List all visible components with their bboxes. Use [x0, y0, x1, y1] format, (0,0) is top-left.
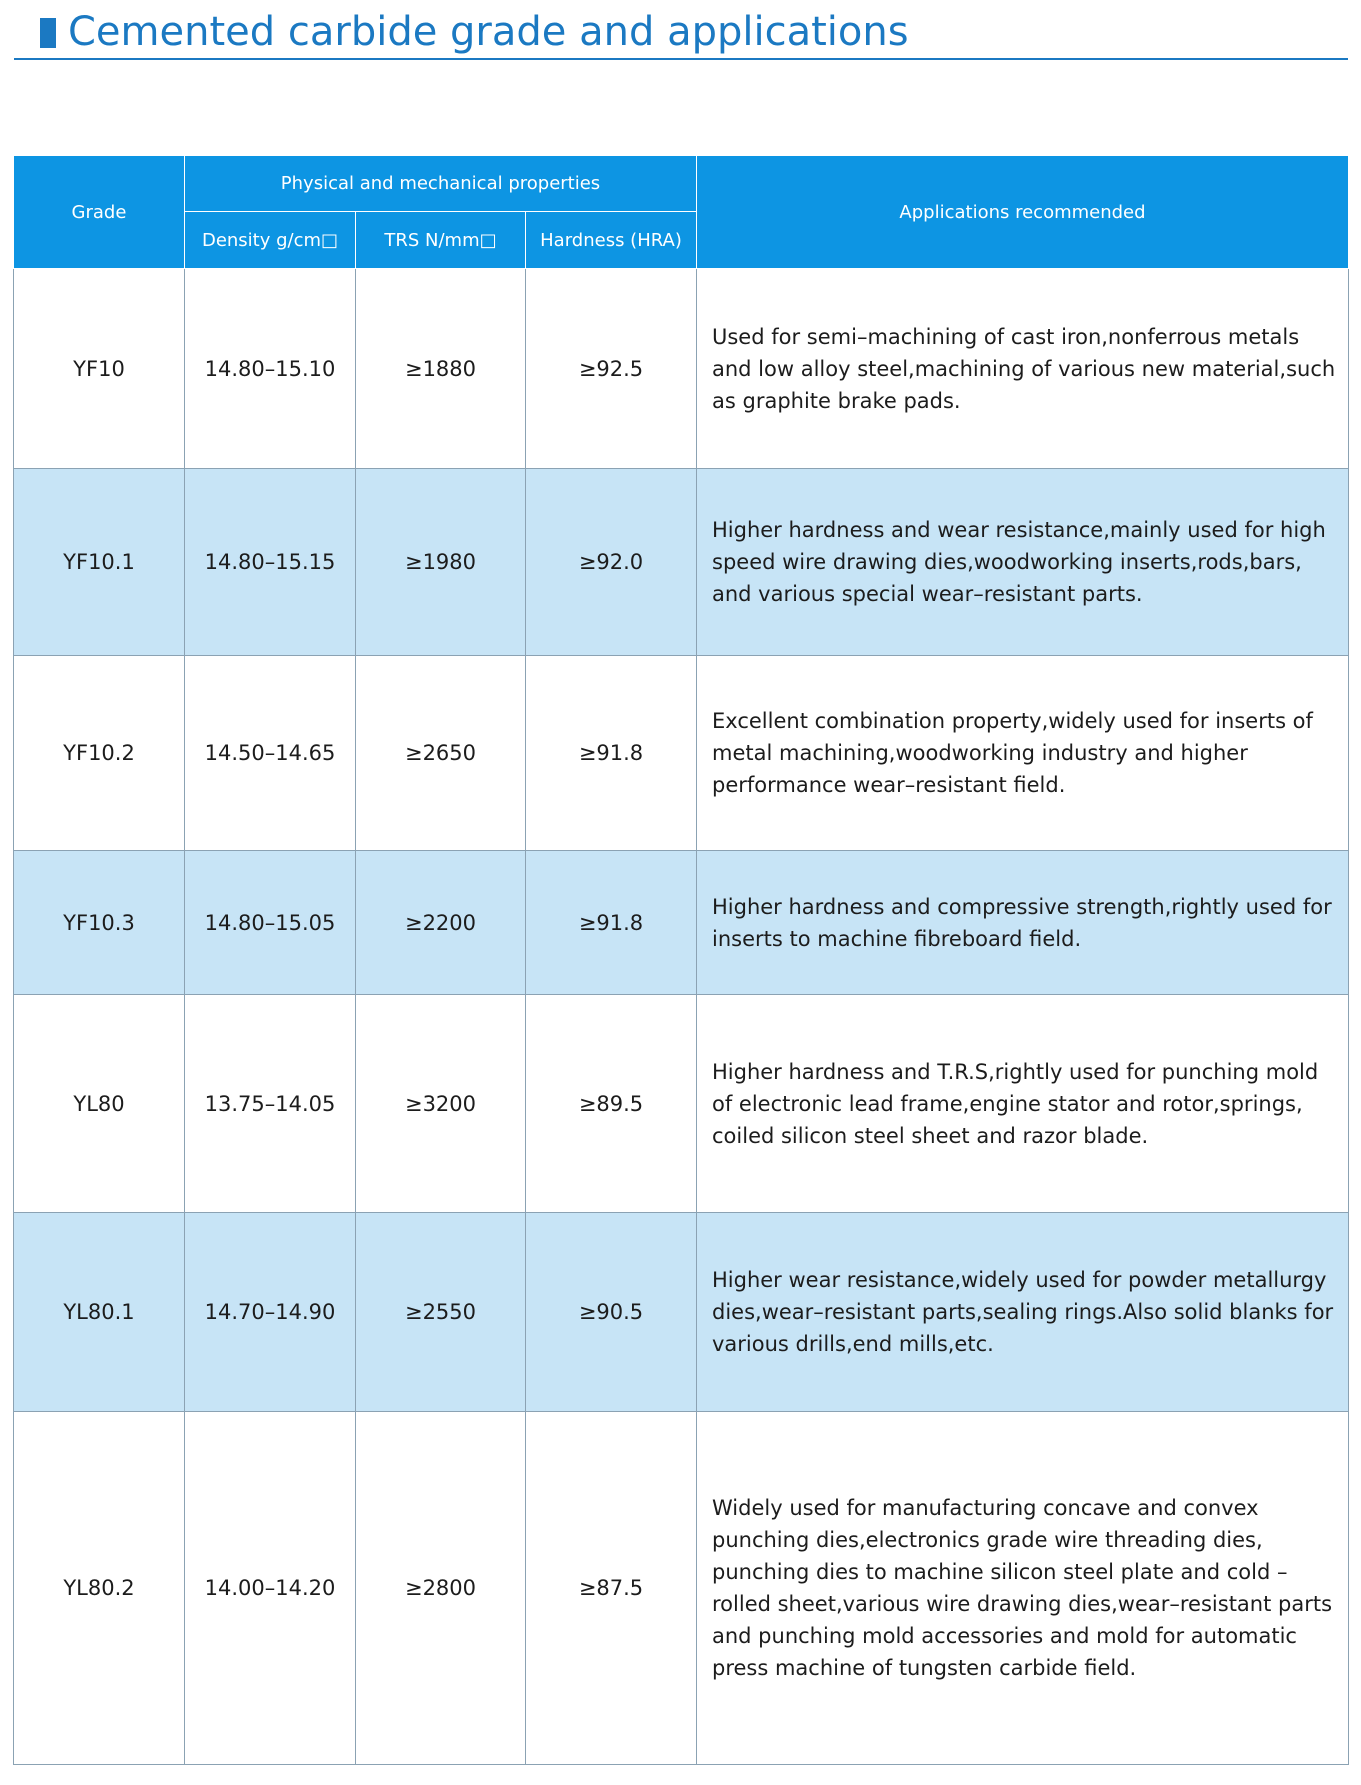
title-divider [14, 58, 1348, 60]
cell-grade: YL80.1 [14, 1213, 185, 1412]
cell-application: Higher hardness and wear resistance,mainly used for high speed wire drawing dies,woodworking inserts,rods,bars, and various special wear–resistant parts. [697, 469, 1349, 656]
header-hardness: Hardness (HRA) [526, 212, 697, 269]
header-trs: TRS N/mm□ [356, 212, 526, 269]
cell-trs: ≥3200 [356, 995, 526, 1213]
cell-grade: YF10.3 [14, 851, 185, 995]
cell-trs: ≥2200 [356, 851, 526, 995]
cell-application: Widely used for manufacturing concave and convex punching dies,electronics grade wire threading dies, punching dies to machine silicon steel plate and cold –rolled sheet,various wire drawing dies,wear–resistant parts and punching mold accessories and mold for automatic press machine of tungsten carbide field. [697, 1412, 1349, 1765]
cell-density: 13.75–14.05 [185, 995, 356, 1213]
cell-application: Excellent combination property,widely used for inserts of metal machining,woodworking industry and higher performance wear–resistant field. [697, 656, 1349, 851]
cell-grade: YF10.2 [14, 656, 185, 851]
header-density: Density g/cm□ [185, 212, 356, 269]
cell-density: 14.80–15.10 [185, 269, 356, 469]
cell-hardness: ≥92.0 [526, 469, 697, 656]
cell-hardness: ≥90.5 [526, 1213, 697, 1412]
header-properties-group: Physical and mechanical properties [185, 156, 697, 212]
table-row [14, 469, 1349, 656]
cell-grade: YF10 [14, 269, 185, 469]
cell-hardness: ≥87.5 [526, 1412, 697, 1765]
cell-application: Higher wear resistance,widely used for powder metallurgy dies,wear–resistant parts,sealing rings.Also solid blanks for various drills,end mills,etc. [697, 1213, 1349, 1412]
cell-trs: ≥1880 [356, 269, 526, 469]
cell-trs: ≥2550 [356, 1213, 526, 1412]
header-applications: Applications recommended [697, 156, 1349, 269]
cell-grade: YF10.1 [14, 469, 185, 656]
cell-trs: ≥2650 [356, 656, 526, 851]
cell-trs: ≥1980 [356, 469, 526, 656]
table-body [14, 269, 1349, 1765]
cell-grade: YL80 [14, 995, 185, 1213]
cell-hardness: ≥92.5 [526, 269, 697, 469]
header-grade: Grade [14, 156, 185, 269]
cell-density: 14.70–14.90 [185, 1213, 356, 1412]
cell-density: 14.00–14.20 [185, 1412, 356, 1765]
page-header [14, 0, 1348, 62]
cell-grade: YL80.2 [14, 1412, 185, 1765]
title-accent-bar [40, 18, 56, 48]
table-row [14, 656, 1349, 851]
cell-density: 14.80–15.05 [185, 851, 356, 995]
cell-application: Used for semi–machining of cast iron,nonferrous metals and low alloy steel,machining of various new material,such as graphite brake pads. [697, 269, 1349, 469]
cell-application: Higher hardness and compressive strength,rightly used for inserts to machine fibreboard field. [697, 851, 1349, 995]
page-title: Cemented carbide grade and applications [68, 9, 909, 55]
cell-hardness: ≥89.5 [526, 995, 697, 1213]
cell-trs: ≥2800 [356, 1412, 526, 1765]
table-row [14, 995, 1349, 1213]
table-header [14, 156, 1349, 269]
table-row [14, 269, 1349, 469]
table-row [14, 1412, 1349, 1765]
cell-hardness: ≥91.8 [526, 656, 697, 851]
table-row [14, 1213, 1349, 1412]
cell-application: Higher hardness and T.R.S,rightly used for punching mold of electronic lead frame,engine stator and rotor,springs, coiled silicon steel sheet and razor blade. [697, 995, 1349, 1213]
grade-table [13, 155, 1349, 1765]
table-row [14, 851, 1349, 995]
cell-hardness: ≥91.8 [526, 851, 697, 995]
cell-density: 14.50–14.65 [185, 656, 356, 851]
cell-density: 14.80–15.15 [185, 469, 356, 656]
